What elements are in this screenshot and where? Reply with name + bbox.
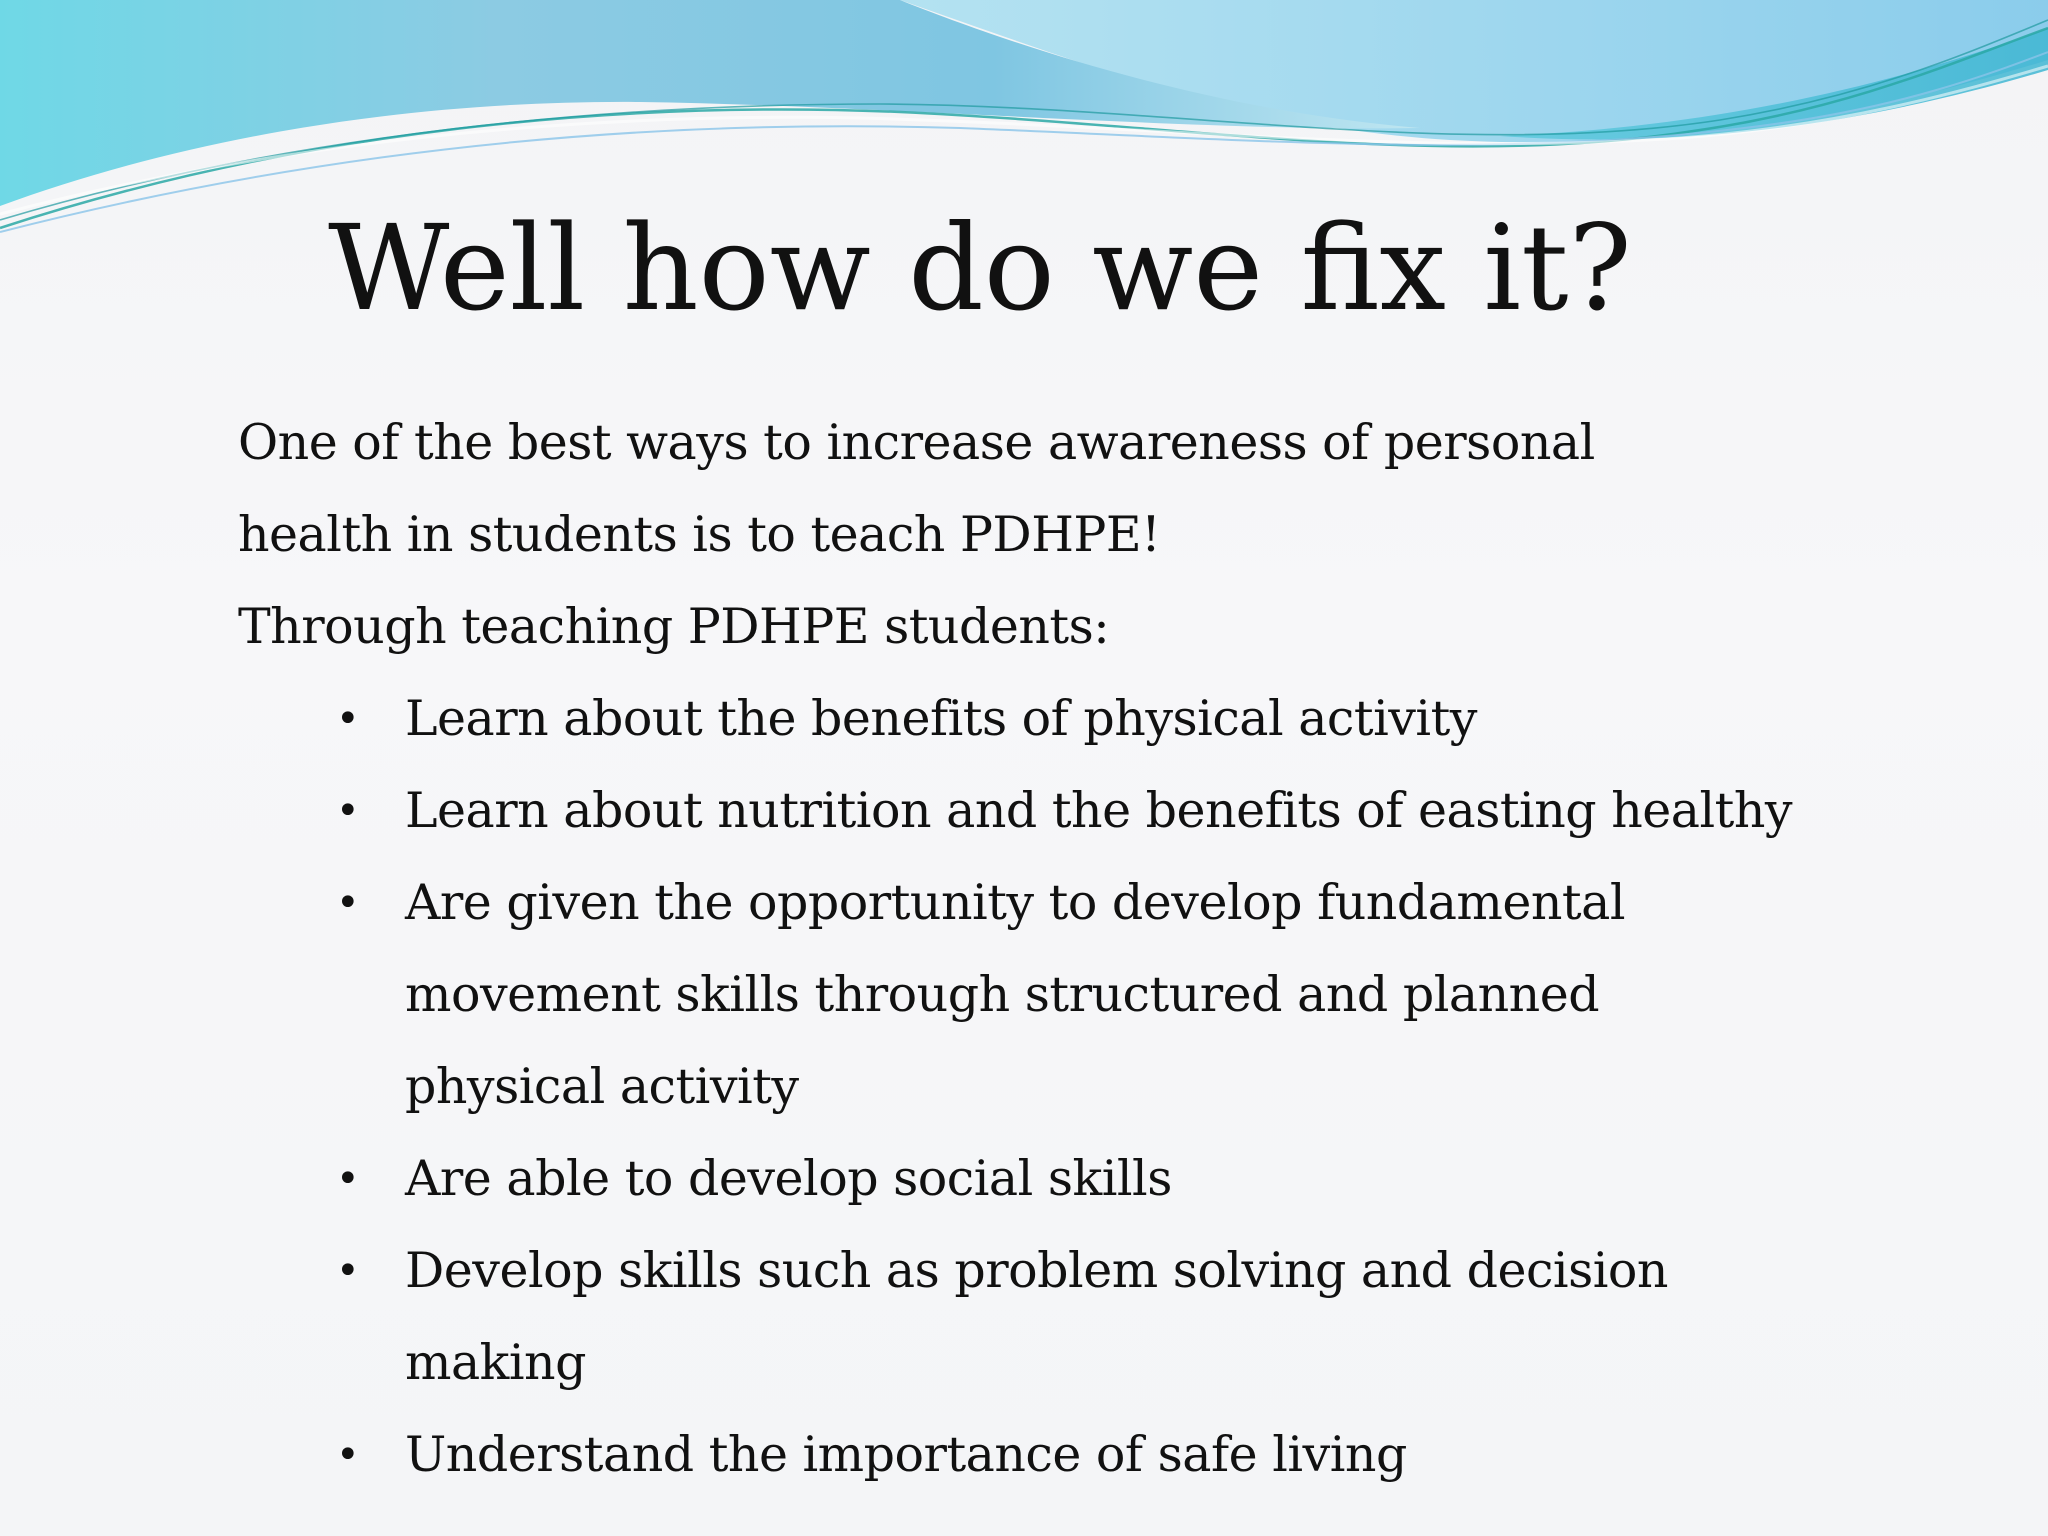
list-item: [238, 765, 1805, 857]
bullet-icon: •: [336, 1248, 360, 1294]
bullet-icon: •: [336, 1156, 360, 1202]
list-item: [238, 673, 1805, 765]
slide-body: [238, 397, 1838, 1501]
list-item-text: Develop skills such as problem solving and decision making: [405, 1242, 1668, 1391]
intro-paragraph: One of the best ways to increase awareness of personal health in students is to teach PDHPE!: [238, 414, 1595, 563]
lead-in-text: Through teaching PDHPE students:: [238, 598, 1110, 655]
bullet-icon: •: [336, 696, 360, 742]
list-item-text: Learn about the benefits of physical activity: [405, 690, 1477, 747]
list-item-text: Are given the opportunity to develop fundamental movement skills through structured and planned physical activity: [405, 874, 1625, 1115]
list-item: [238, 857, 1805, 1133]
list-item: [238, 1133, 1805, 1225]
list-item-text: Are able to develop social skills: [405, 1150, 1172, 1207]
list-item-text: Understand the importance of safe living: [405, 1426, 1407, 1483]
list-item: [238, 1409, 1805, 1501]
bullet-icon: •: [336, 788, 360, 834]
bullet-icon: •: [336, 1432, 360, 1478]
slide-title: Well how do we fix it?: [328, 199, 1632, 337]
bullet-icon: •: [336, 880, 360, 926]
bullet-list: [238, 673, 1838, 1501]
list-item: [238, 1225, 1805, 1409]
list-item-text: Learn about nutrition and the benefits of easting healthy: [405, 782, 1793, 839]
